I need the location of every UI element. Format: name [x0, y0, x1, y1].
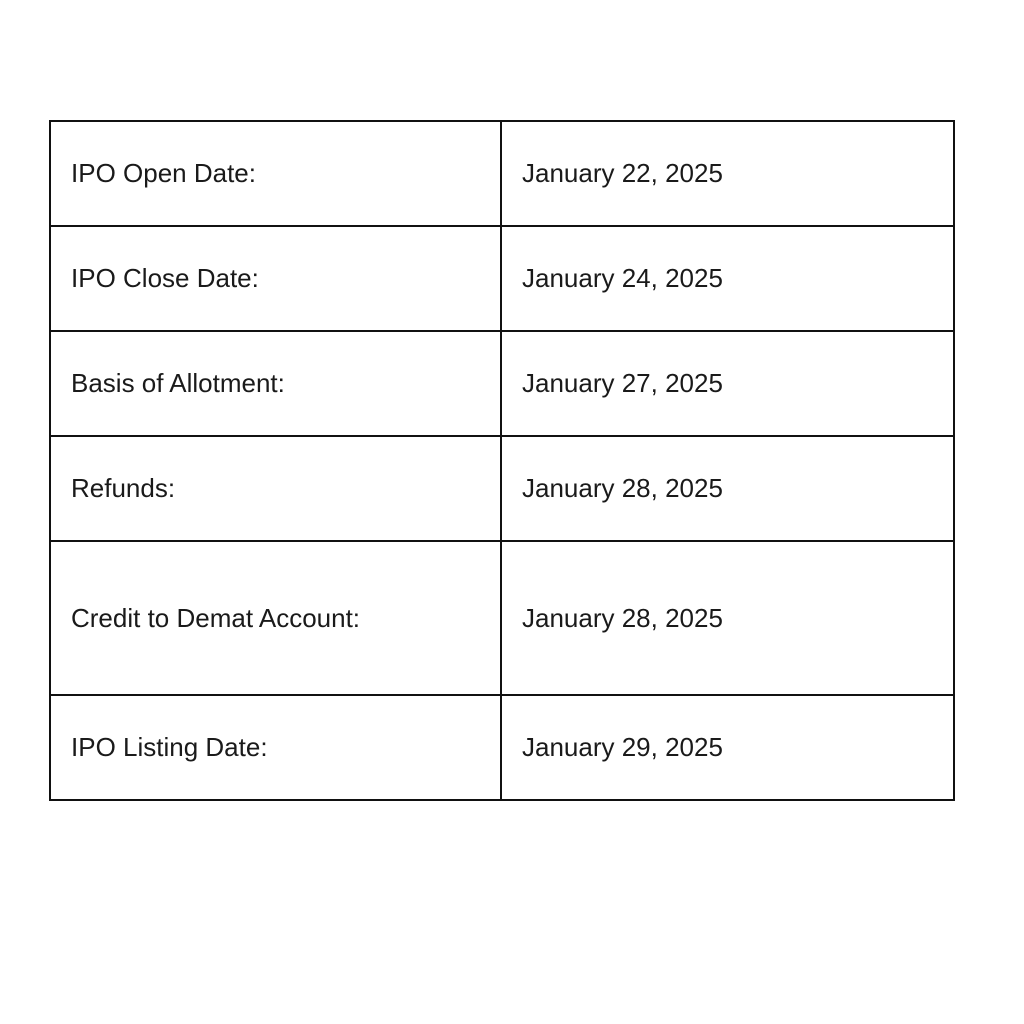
row-label: Basis of Allotment: — [50, 331, 501, 436]
table-row — [50, 226, 954, 331]
row-value: January 24, 2025 — [501, 226, 954, 331]
row-value: January 28, 2025 — [501, 541, 954, 695]
table-row — [50, 695, 954, 800]
row-value: January 22, 2025 — [501, 121, 954, 226]
table-row — [50, 121, 954, 226]
ipo-schedule-table — [49, 120, 955, 801]
row-label: Refunds: — [50, 436, 501, 541]
row-label: IPO Open Date: — [50, 121, 501, 226]
table-row — [50, 541, 954, 695]
row-value: January 27, 2025 — [501, 331, 954, 436]
row-label: IPO Close Date: — [50, 226, 501, 331]
row-value: January 28, 2025 — [501, 436, 954, 541]
table-row — [50, 436, 954, 541]
table-row — [50, 331, 954, 436]
row-value: January 29, 2025 — [501, 695, 954, 800]
row-label: Credit to Demat Account: — [50, 541, 501, 695]
row-label: IPO Listing Date: — [50, 695, 501, 800]
